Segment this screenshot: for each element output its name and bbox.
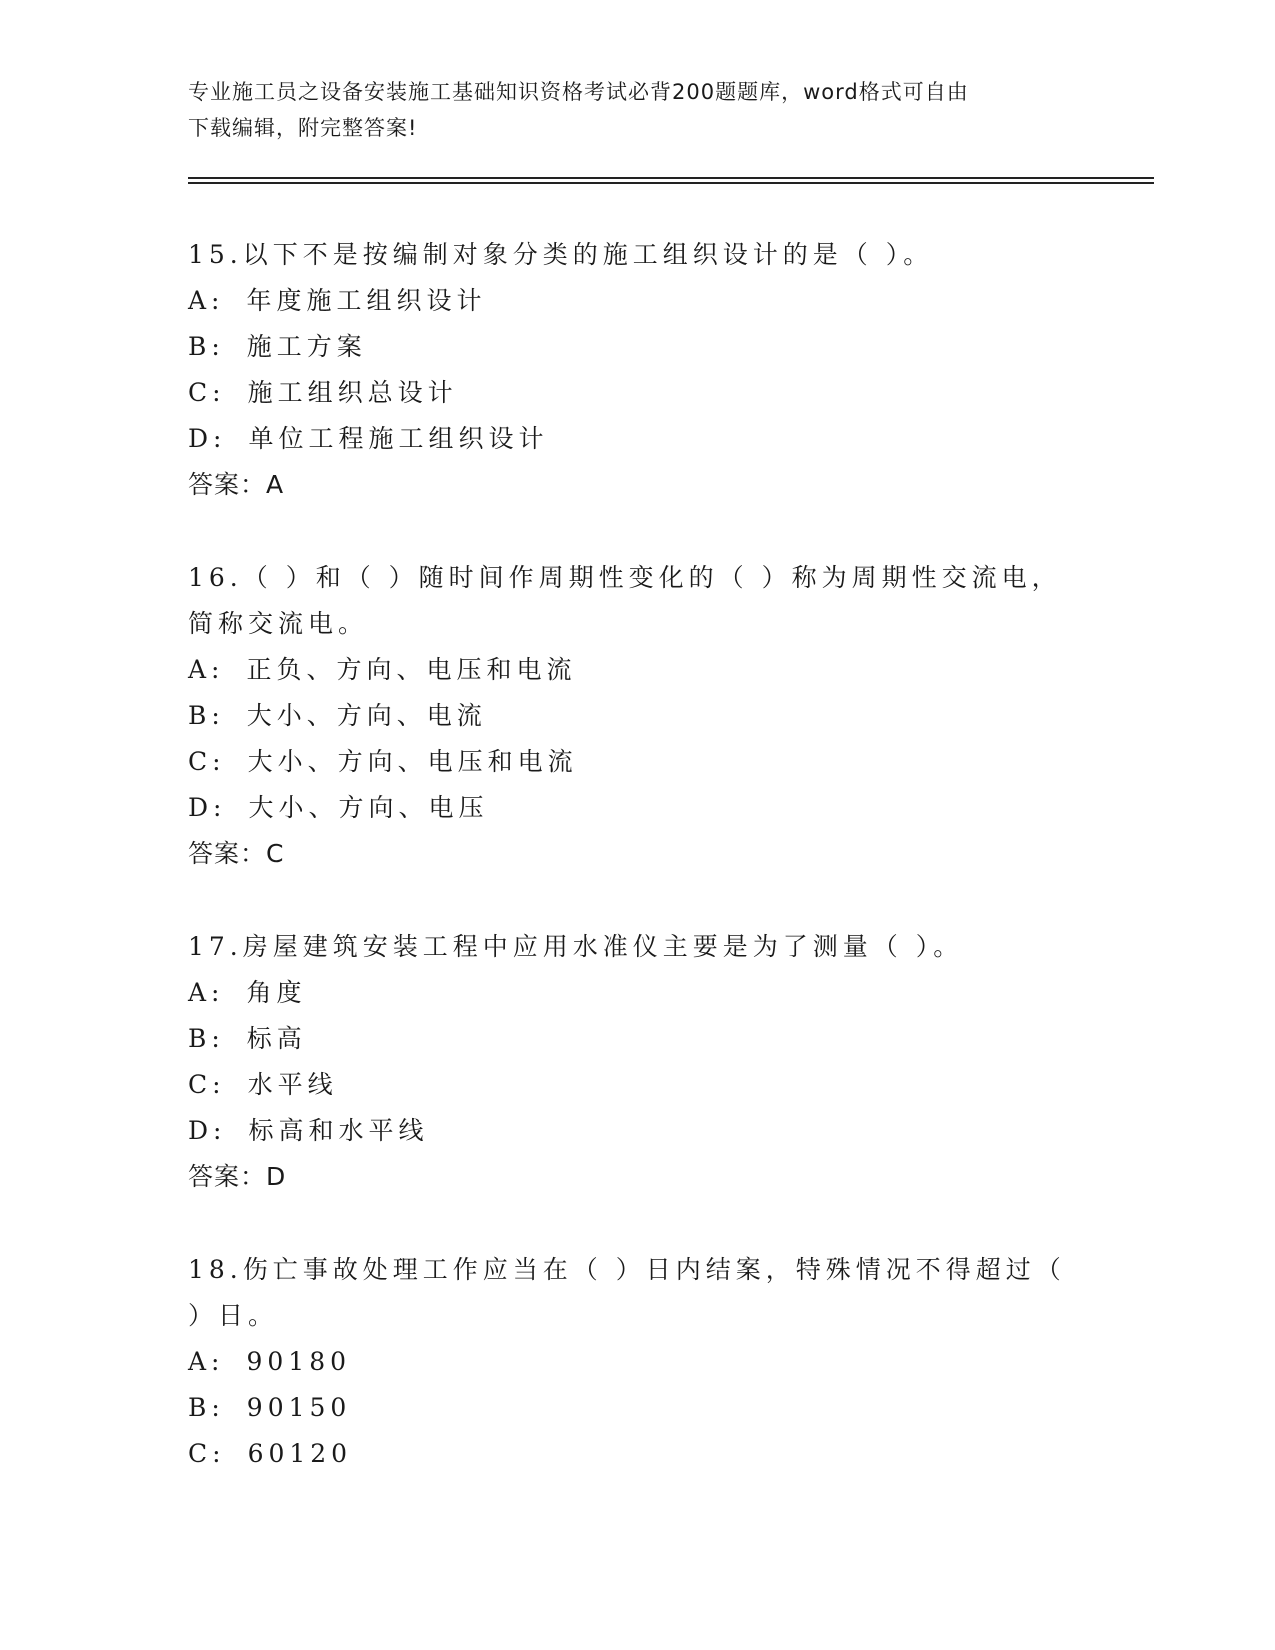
question-16 (188, 555, 1068, 877)
option-key: B: (188, 1024, 225, 1053)
option-text: 年度施工组织设计 (246, 286, 487, 315)
option-text: 正负、方向、电压和电流 (246, 655, 577, 684)
option-b (188, 1385, 1068, 1431)
option-text: 角度 (246, 978, 307, 1007)
header-line-2: 下载编辑，附完整答案! (188, 116, 418, 140)
option-key: C: (188, 1439, 226, 1468)
option-text: 施工组织总设计 (247, 378, 458, 407)
option-key: A: (188, 655, 225, 684)
option-text: 60120 (247, 1439, 353, 1468)
option-key: B: (188, 701, 225, 730)
option-text: 单位工程施工组织设计 (248, 424, 549, 453)
option-key: A: (188, 978, 225, 1007)
option-b (188, 324, 1068, 370)
option-key: B: (188, 1393, 225, 1422)
option-key: C: (188, 1070, 226, 1099)
option-d (188, 785, 1068, 831)
answer-line: 答案：A (188, 470, 285, 499)
option-key: B: (188, 332, 225, 361)
option-b (188, 1016, 1068, 1062)
option-text: 90150 (246, 1393, 352, 1422)
question-text: 18.伤亡事故处理工作应当在（ ）日内结案，特殊情况不得超过（ ）日。 (188, 1255, 1066, 1330)
question-15 (188, 232, 1068, 508)
option-c (188, 1431, 1068, 1477)
question-text: 16.（ ）和（ ）随时间作周期性变化的（ ）称为周期性交流电，简称交流电。 (188, 563, 1062, 638)
option-text: 施工方案 (246, 332, 367, 361)
question-text: 15.以下不是按编制对象分类的施工组织设计的是（ ）。 (188, 240, 934, 269)
option-c (188, 739, 1068, 785)
option-text: 标高 (246, 1024, 307, 1053)
option-c (188, 370, 1068, 416)
header-line-1: 专业施工员之设备安装施工基础知识资格考试必背200题题库，word格式可自由 (188, 80, 969, 104)
question-text: 17.房屋建筑安装工程中应用水准仪主要是为了测量（ ）。 (188, 932, 964, 961)
question-list (188, 232, 1068, 1524)
option-key: D: (188, 1116, 227, 1145)
option-a (188, 278, 1068, 324)
option-text: 大小、方向、电流 (246, 701, 487, 730)
option-key: A: (188, 286, 225, 315)
option-text: 水平线 (247, 1070, 338, 1099)
option-key: C: (188, 747, 226, 776)
option-text: 标高和水平线 (248, 1116, 429, 1145)
option-a (188, 970, 1068, 1016)
option-key: C: (188, 378, 226, 407)
answer-line: 答案：D (188, 1162, 287, 1191)
option-a (188, 647, 1068, 693)
answer-line: 答案：C (188, 839, 285, 868)
option-b (188, 693, 1068, 739)
option-text: 90180 (246, 1347, 352, 1376)
option-key: A: (188, 1347, 225, 1376)
option-text: 大小、方向、电压和电流 (247, 747, 578, 776)
option-d (188, 1108, 1068, 1154)
document-header (188, 74, 1088, 146)
option-key: D: (188, 424, 227, 453)
option-c (188, 1062, 1068, 1108)
header-divider-top (188, 177, 1154, 179)
question-17 (188, 924, 1068, 1200)
question-18 (188, 1247, 1068, 1477)
option-a (188, 1339, 1068, 1385)
option-text: 大小、方向、电压 (248, 793, 489, 822)
header-divider-bottom (188, 182, 1154, 184)
option-d (188, 416, 1068, 462)
option-key: D: (188, 793, 227, 822)
